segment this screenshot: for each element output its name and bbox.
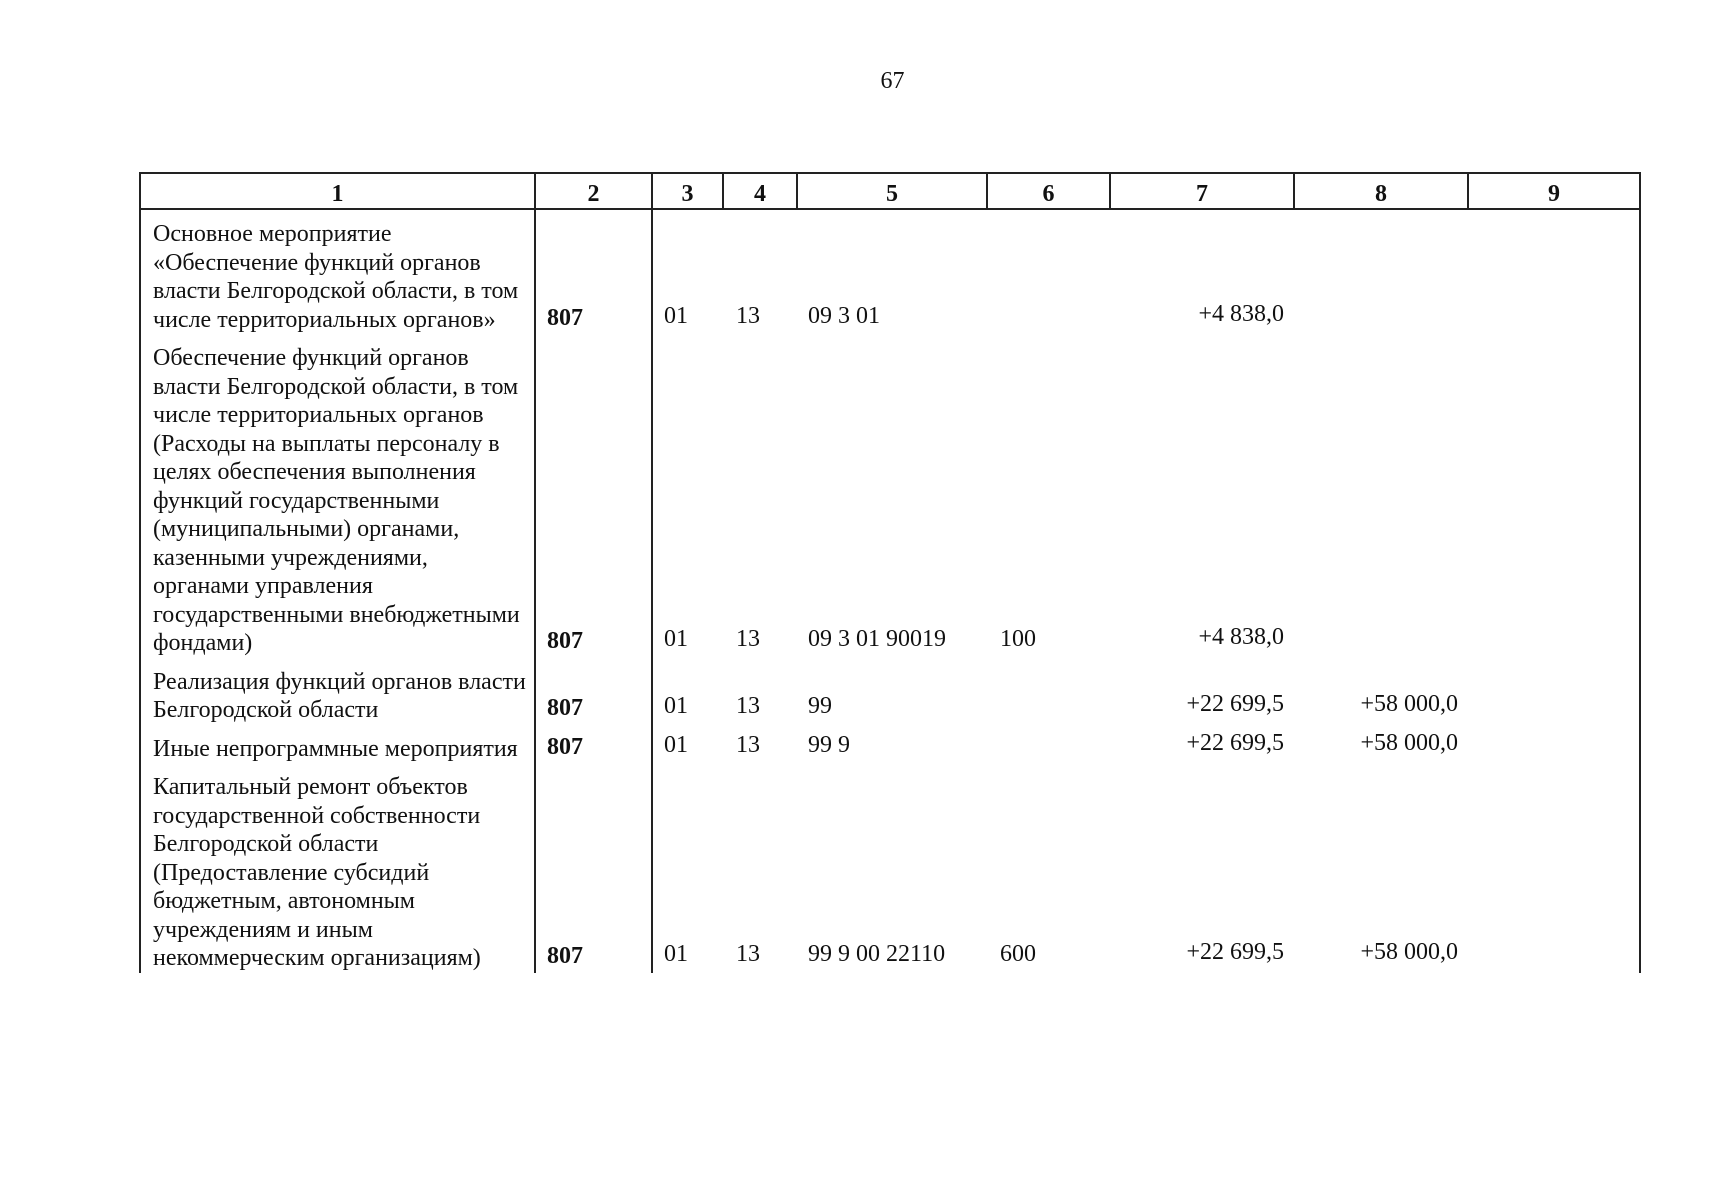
column-header-3: 3 [652, 173, 723, 209]
table-row [140, 725, 1640, 764]
amount-col9 [1468, 658, 1640, 725]
header-row [140, 173, 1640, 209]
table-row [140, 209, 1640, 334]
table-row [140, 763, 1640, 973]
budget-table [139, 172, 1641, 973]
section-code: 01 [652, 209, 723, 334]
ministry-code: 807 [535, 725, 652, 764]
amount-col9 [1468, 334, 1640, 658]
amount-col7: +22 699,5 [1186, 729, 1284, 756]
subsection-code: 13 [736, 626, 760, 652]
subsection-code: 13 [736, 941, 760, 967]
target-article-code: 99 9 [808, 731, 850, 758]
amount-col7: +4 838,0 [1198, 624, 1284, 650]
ministry-code: 807 [535, 763, 652, 973]
column-header-9: 9 [1468, 173, 1640, 209]
column-header-7: 7 [1110, 173, 1294, 209]
row-description: Основное мероприятие «Обеспечение функций органов власти Белгородской области, в том числе территориальных органов» [140, 209, 535, 334]
amount-col9 [1468, 763, 1640, 973]
expense-type-code [987, 209, 1110, 334]
section-code: 01 [652, 763, 723, 973]
amount-col7: +22 699,5 [1186, 939, 1284, 965]
row-description: Иные непрограммные мероприятия [140, 725, 535, 764]
target-article-code: 09 3 01 [808, 302, 880, 329]
column-header-2: 2 [535, 173, 652, 209]
amount-col9 [1468, 209, 1640, 334]
ministry-code: 807 [535, 334, 652, 658]
row-description: Обеспечение функций органов власти Белгородской области, в том числе территориальных органов (Расходы на выплаты персоналу в целях обеспечения выполнения функций государственными (муниципальными) органами, казенными учреждениями, органами управления государственными внебюджетными фондами) [140, 334, 535, 658]
target-article-code: 09 3 01 90019 [808, 626, 946, 652]
row-description: Капитальный ремонт объектов государственной собственности Белгородской области (Предоставление субсидий бюджетным, автономным учреждениям и иным некоммерческим организациям) [140, 763, 535, 973]
expense-type-code: 600 [1000, 941, 1036, 967]
amount-col8 [1294, 334, 1468, 658]
amount-col9 [1468, 725, 1640, 764]
subsection-code: 13 [736, 302, 760, 329]
expense-type-code: 100 [1000, 626, 1036, 652]
column-header-4: 4 [723, 173, 797, 209]
section-code: 01 [652, 658, 723, 725]
amount-col7: +22 699,5 [1186, 691, 1284, 717]
expense-type-code [987, 725, 1110, 764]
target-article-code: 99 9 00 22110 [808, 941, 946, 967]
ministry-code: 807 [535, 658, 652, 725]
amount-col8: +58 000,0 [1360, 939, 1458, 965]
column-header-1: 1 [140, 173, 535, 209]
section-code: 01 [652, 334, 723, 658]
amount-col8: +58 000,0 [1360, 729, 1458, 756]
target-article-code: 99 [808, 693, 832, 719]
column-header-5: 5 [797, 173, 987, 209]
column-header-6: 6 [987, 173, 1110, 209]
subsection-code: 13 [736, 693, 760, 719]
subsection-code: 13 [736, 731, 760, 758]
amount-col8 [1294, 209, 1468, 334]
column-header-8: 8 [1294, 173, 1468, 209]
table-row [140, 334, 1640, 658]
page-number: 67 [880, 68, 905, 94]
section-code: 01 [652, 725, 723, 764]
table-row [140, 658, 1640, 725]
ministry-code: 807 [535, 209, 652, 334]
amount-col8: +58 000,0 [1360, 691, 1458, 717]
expense-type-code [987, 658, 1110, 725]
row-description: Реализация функций органов власти Белгородской области [140, 658, 535, 725]
amount-col7: +4 838,0 [1198, 300, 1284, 327]
